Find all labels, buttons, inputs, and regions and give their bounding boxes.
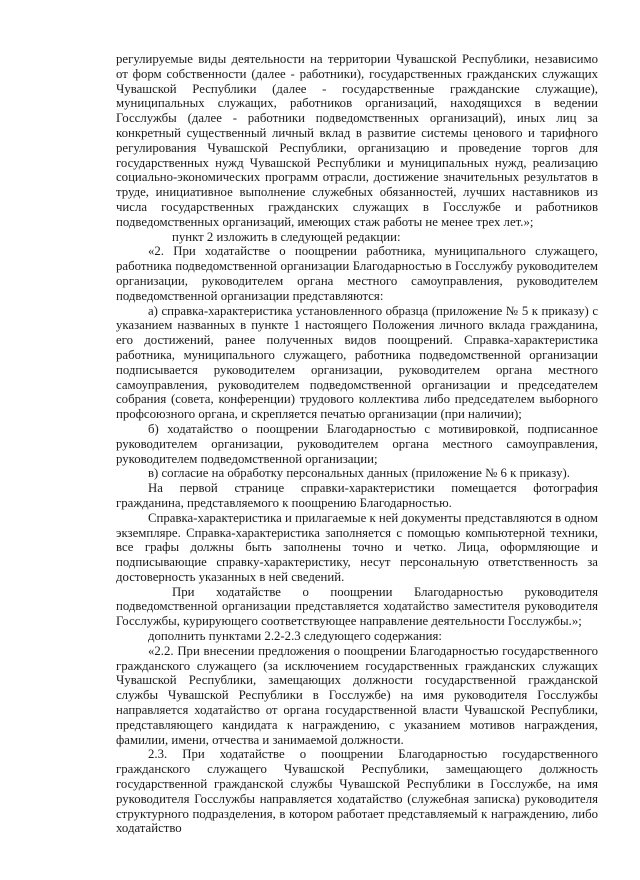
paragraph: «2.2. При внесении предложения о поощрении Благодарностью государственного гражданского служащего (за исключением государственных гражданских служащих Чувашской Республики, замещающих должности государственной гражданской службы Чувашской Республики в Госслужбе) на имя руководителя Госслужбы направляется ходатайство от органа государственной власти Чувашской Республики, представляющего кандидата к награждению, с указанием мотивов награждения, фамилии, имени, отчества и занимаемой должности.	[116, 643, 598, 747]
paragraph: Справка-характеристика и прилагаемые к ней документы представляются в одном экземпляре. Справка-характеристика заполняется с помощью компьютерной техники, все графы должны быть заполнены точно и четко. Лица, оформляющие и подписывающие справку-характеристику, несут персональную ответственность за достоверность указанных в ней сведений.	[116, 510, 598, 584]
paragraph: пункт 2 изложить в следующей редакции:	[172, 229, 401, 244]
paragraph: 2.3. При ходатайстве о поощрении Благодарностью государственного гражданского служащего Чувашской Республики, замещающего должность государственной гражданской службы Чувашской Республики в Госслужбе, на имя руководителя Госслужбы направляется ходатайство (служебная записка) руководителя структурного подразделения, в котором работает представляемый к награждению, либо ходатайство	[116, 747, 598, 836]
document-body	[116, 52, 598, 836]
paragraph: При ходатайстве о поощрении Благодарностью руководителя подведомственной организации представляется ходатайство заместителя руководителя Госслужбы, курирующего соответствующее направление деятельности Госслужбы.»;	[116, 584, 598, 629]
paragraph: регулируемые виды деятельности на территории Чувашской Республики, независимо от форм собственности (далее - работники), государственных гражданских служащих Чувашской Республики (далее - государственные гражданские служащие), муниципальных служащих, работников организаций, находящихся в ведении Госслужбы (далее - работники подведомственных организаций), иных лиц за конкретный существенный личный вклад в развитие системы ценового и тарифного регулирования Чувашской Республики, организацию и проведение торгов для государственных нужд Чувашской Республики и муниципальных нужд, реализацию социально-экономических программ отрасли, достижение значительных результатов в труде, инициативное выполнение служебных обязанностей, лучших наставников из числа государственных гражданских служащих в Госслужбе и работников подведомственных организаций, имеющих стаж работы не менее трех лет.»;	[116, 52, 598, 229]
paragraph: На первой странице справки-характеристики помещается фотография гражданина, представляемого к поощрению Благодарностью.	[116, 481, 598, 510]
paragraph: «2. При ходатайстве о поощрении работника, муниципального служащего, работника подведомственной организации Благодарностью в Госслужбу руководителем организации, руководителем органа местного самоуправления, руководителем подведомственной организации представляются:	[116, 244, 598, 303]
paragraph: а) справка-характеристика установленного образца (приложение № 5 к приказу) с указанием названных в пункте 1 настоящего Положения личного вклада гражданина, его достижений, ранее полученных видов поощрений. Справка-характеристика работника, муниципального служащего, работника подведомственной организации подписывается руководителем организации, руководителем органа местного самоуправления, руководителем подведомственной организации и председателем собрания (совета, конференции) трудового коллектива либо председателем выборного профсоюзного органа, и скрепляется печатью организации (при наличии);	[116, 303, 598, 422]
paragraph: б) ходатайство о поощрении Благодарностью с мотивировкой, подписанное руководителем организации, руководителем органа местного самоуправления, руководителем подведомственной организации;	[116, 421, 598, 466]
paragraph: в) согласие на обработку персональных данных (приложение № 6 к приказу).	[148, 466, 570, 481]
paragraph: дополнить пунктами 2.2-2.3 следующего содержания:	[148, 629, 442, 644]
